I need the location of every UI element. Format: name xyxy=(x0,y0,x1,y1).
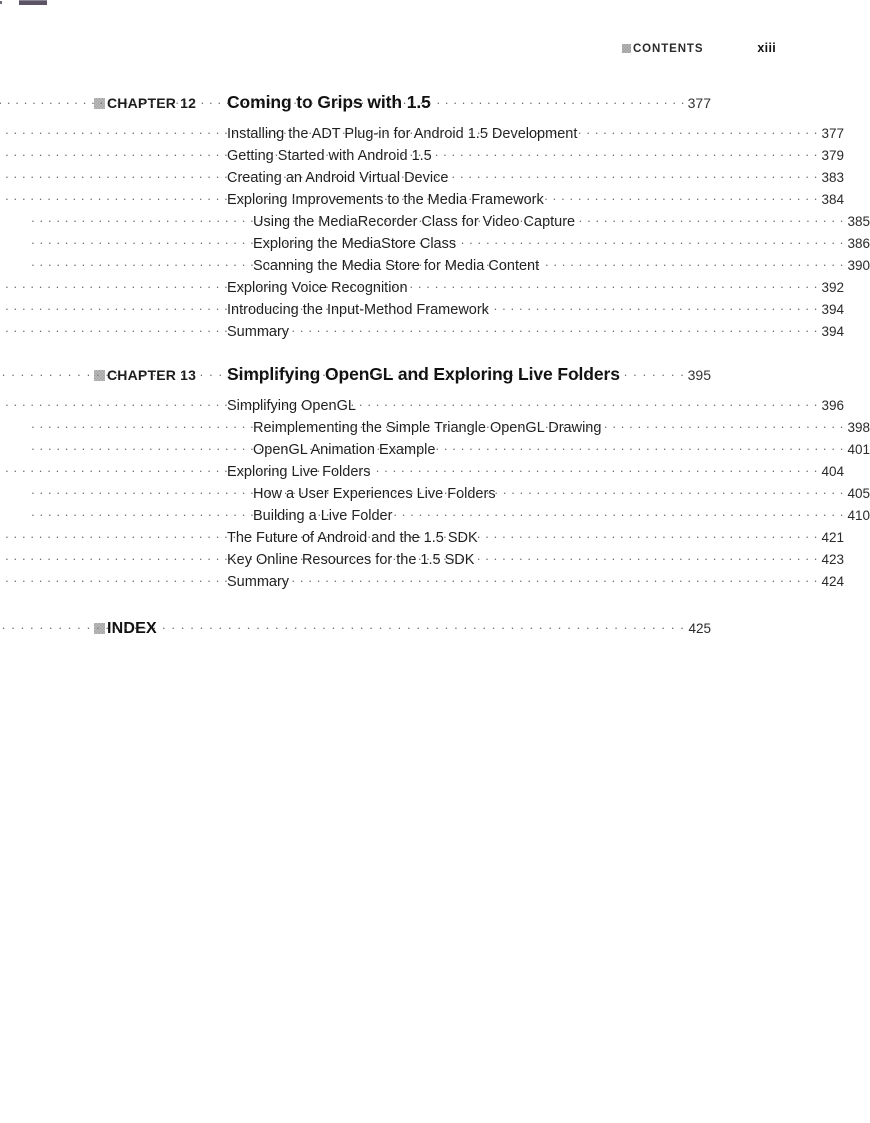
toc-entry-title[interactable]: Scanning the Media Store for Media Content xyxy=(253,258,540,274)
toc-entry-title[interactable]: Building a Live Folder xyxy=(253,508,393,524)
toc-subentry[interactable] xyxy=(94,438,870,458)
toc-entry[interactable] xyxy=(94,570,844,590)
dot-leader xyxy=(576,210,844,226)
table-of-contents xyxy=(94,92,870,638)
toc-entry-page-number: 410 xyxy=(847,508,870,523)
toc-entry-page-number: 396 xyxy=(821,398,844,413)
toc-entry[interactable] xyxy=(94,460,844,480)
toc-subentry[interactable] xyxy=(94,232,870,252)
toc-entry-page-number: 404 xyxy=(821,464,844,479)
toc-entry-page-number: 392 xyxy=(821,280,844,295)
toc-entry[interactable] xyxy=(94,166,844,186)
toc-entry-title[interactable]: How a User Experiences Live Folders xyxy=(253,486,496,502)
dot-leader xyxy=(290,320,818,336)
running-head-label: CONTENTS xyxy=(632,43,704,55)
toc-entry[interactable] xyxy=(94,320,844,340)
toc-entry-page-number: 379 xyxy=(821,148,844,163)
dot-leader xyxy=(357,394,818,410)
chapter-page-number: 377 xyxy=(687,95,711,111)
chapter-page-number: 395 xyxy=(687,367,711,383)
dot-leader xyxy=(436,438,844,454)
toc-entry-title[interactable]: Exploring Voice Recognition xyxy=(227,280,408,296)
toc-entry-page-number: 386 xyxy=(847,236,870,251)
toc-entry[interactable] xyxy=(94,122,844,142)
dot-leader xyxy=(371,460,818,476)
dot-leader xyxy=(490,298,818,314)
index-page-number: 425 xyxy=(688,621,711,636)
toc-entry-title[interactable]: Getting Started with Android 1.5 xyxy=(227,148,432,164)
dot-leader xyxy=(578,122,818,138)
toc-entry-page-number: 377 xyxy=(821,126,844,141)
toc-entry-page-number: 423 xyxy=(821,552,844,567)
scan-artifact-speck xyxy=(0,1,2,4)
dot-leader xyxy=(540,254,844,270)
dot-leader xyxy=(449,166,818,182)
toc-entry-title[interactable]: Key Online Resources for the 1.5 SDK xyxy=(227,552,475,568)
dot-leader xyxy=(409,276,818,292)
toc-entry-page-number: 424 xyxy=(821,574,844,589)
page-folio: xiii xyxy=(757,41,776,55)
toc-entry[interactable] xyxy=(94,548,844,568)
dot-leader xyxy=(479,526,818,542)
scan-artifact-bar xyxy=(19,0,47,5)
chapter-title[interactable]: Simplifying OpenGL and Exploring Live Folders xyxy=(227,364,620,384)
halftone-square-icon xyxy=(622,44,631,53)
toc-subentry[interactable] xyxy=(94,504,870,524)
chapter-entry[interactable] xyxy=(94,364,711,385)
running-head xyxy=(0,41,776,55)
toc-entry[interactable] xyxy=(94,144,844,164)
toc-entry-title[interactable]: OpenGL Animation Example xyxy=(253,442,436,458)
toc-entry-page-number: 394 xyxy=(821,324,844,339)
toc-subentry[interactable] xyxy=(94,254,870,274)
toc-entry-title[interactable]: Exploring Live Folders xyxy=(227,464,371,480)
toc-entry[interactable] xyxy=(94,188,844,208)
dot-leader xyxy=(290,570,818,586)
dot-leader xyxy=(393,504,844,520)
toc-entry[interactable] xyxy=(94,298,844,318)
chapter-label: CHAPTER 13 xyxy=(107,367,197,383)
chapter-title[interactable]: Coming to Grips with 1.5 xyxy=(227,92,431,112)
toc-entry-title[interactable]: The Future of Android and the 1.5 SDK xyxy=(227,530,478,546)
toc-entry-title[interactable]: Creating an Android Virtual Device xyxy=(227,170,449,186)
toc-entry-title[interactable]: Summary xyxy=(227,324,290,340)
toc-subentry[interactable] xyxy=(94,210,870,230)
chapter-label: CHAPTER 12 xyxy=(107,95,197,111)
toc-entry-page-number: 405 xyxy=(847,486,870,501)
dot-leader xyxy=(621,364,685,380)
index-label: INDEX xyxy=(107,620,157,637)
toc-entry[interactable] xyxy=(94,276,844,296)
dot-leader xyxy=(457,232,844,248)
dot-leader xyxy=(475,548,818,564)
toc-entry-title[interactable]: Exploring the MediaStore Class xyxy=(253,236,457,252)
toc-subentry[interactable] xyxy=(94,482,870,502)
dot-leader xyxy=(164,617,685,633)
toc-entry-title[interactable]: Reimplementing the Simple Triangle OpenGL Drawing xyxy=(253,420,602,436)
toc-entry-page-number: 398 xyxy=(847,420,870,435)
toc-entry[interactable] xyxy=(94,526,844,546)
dot-leader xyxy=(602,416,844,432)
dot-leader xyxy=(545,188,818,204)
toc-entry-title[interactable]: Installing the ADT Plug-in for Android 1.5 Development xyxy=(227,126,578,142)
dot-leader xyxy=(433,144,818,160)
toc-entry-page-number: 394 xyxy=(821,302,844,317)
toc-entry-page-number: 385 xyxy=(847,214,870,229)
dot-leader xyxy=(432,92,685,108)
dot-leader xyxy=(497,482,844,498)
toc-entry-page-number: 390 xyxy=(847,258,870,273)
toc-entry-page-number: 421 xyxy=(821,530,844,545)
toc-entry[interactable] xyxy=(94,394,844,414)
chapter-entry[interactable] xyxy=(94,92,711,113)
toc-entry-page-number: 401 xyxy=(847,442,870,457)
toc-entry-page-number: 384 xyxy=(821,192,844,207)
section-spacer xyxy=(94,342,711,364)
toc-entry-title[interactable]: Introducing the Input-Method Framework xyxy=(227,302,489,318)
toc-entry-title[interactable]: Exploring Improvements to the Media Framework xyxy=(227,192,544,208)
toc-entry-title[interactable]: Simplifying OpenGL xyxy=(227,398,356,414)
toc-entry-title[interactable]: Summary xyxy=(227,574,290,590)
index-entry[interactable] xyxy=(94,617,711,638)
toc-entry-title[interactable]: Using the MediaRecorder Class for Video Capture xyxy=(253,214,576,230)
toc-subentry[interactable] xyxy=(94,416,870,436)
toc-entry-page-number: 383 xyxy=(821,170,844,185)
